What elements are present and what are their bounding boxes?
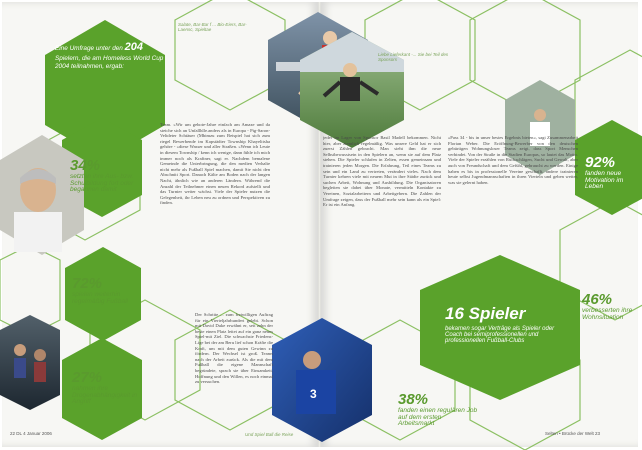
stat-72: 72% spielen weiterhin regelmäßig Fußball: [72, 275, 128, 305]
stat-38: 38% fanden einen regulären Job auf dem ersten Arbeitsmarkt: [398, 391, 478, 428]
stat-46: 46% verbesserten ihre Wohnsituation: [582, 291, 633, 321]
caption-top-left: Salate, Bar-Bar f ... Bio-Eiers, Bar-Laensc, Spieltae: [178, 22, 247, 32]
svg-text:3: 3: [310, 387, 317, 401]
big-stat: 16 Spieler bekamen sogar Verträge als Spieler oder Coach bei semiprofessionellen und professionellen Fußball-Clubs: [445, 304, 555, 345]
photo-portrait-man: [0, 135, 84, 255]
body-column-1: Team. »Wir um gebote-Jahre einfach am Amaze und da steiche sich an Unfallhlle.anders als in Europa - Pig-Saron-Veltdeter Schtäuer (Mbimzu zum Beispiel hat sich zum riegel Bewerbende im Kapstädter Township Khayelitsha gehöre - »diese Wasser und aller Straßen. »Wenn ich Leute in diesem Township / kenn ich wenige, dann fühle ich mich immer noch als Kraftner, sagt er. Nachdem bemalene Gemeinde die Unterbringung, die den medien Verhalte nicht mehr als Fußball Spiel machen, damit Sie nicht den Abschnitt Sport. Danach Kälte am Boden nach der langen Nacht, ähnlich wie an anderen Ländern. Während die Anzahl der Teilnehmer einen neuen Rekord aufstellt und das Turnier weiter wächst. Viele der Spieler nutzen die Gelegenheit, ihr Leben neu zu ordnen und Perspektiven zu finden.: [160, 122, 270, 206]
caption-top-right: Liebe Lieferkant -... Sie bei Teil des Sponsors: [378, 52, 449, 62]
stat-27: 27% nahmen ihre Drogenabhängigkeit in Angriff: [72, 369, 138, 406]
stat-92: 92% fanden neue Motivation im Leben: [585, 154, 624, 191]
folio-left: 22 DL 4 Januar 2006: [10, 431, 52, 436]
photo-crowd: [0, 315, 60, 410]
stat-34: 34% setzten ihre Aus- bzw. Schulbildung fort oder begannen damit: [70, 157, 134, 194]
body-column-3: jeder im Lager von Sponsor Basil Madell bekommen. Nicht hier, aber ziemlich regelmäßig. Was unsere Geld hat er sich zuerst Zählen gebracht. Man sieht ihm die neue Selbstbewusstsein in den Spielern an, wenn sie auf dem Platz stehen. Die Spieler schlafen in Zelten, essen gemeinsam und trainieren jeden Morgen. Die Erfahrung, Teil eines Teams zu sein und ein Land zu vertreten, verändert vieles. Nach dem Turnier kehren viele mit neuem Mut in ihre Städte zurück und suchen Arbeit, Wohnung und Ausbildung. Die Organisatoren begleiten sie dabei über Monate, vermitteln Kontakte zu Vereinen, Sozialarbeitern und Arbeitgebern. Die Zahlen der Umfrage zeigen, dass der Fußball mehr sein kann als ein Spiel: Er ist ein Anfang.: [323, 135, 441, 208]
folio-right: Selten • Brücke der Welt 23: [545, 431, 601, 436]
caption-bottom: Und Spiel Ball die Reise: [245, 432, 294, 437]
body-column-4: »Pass 34 - bis in unser bestes Ergebnis bieten«, sagt Zusammenarbeit Florian Weber. Die Eröffnung-Bewerber von den deutschen gebürtigen Wohnungsloser Teams zeigt, dass Sport Menschen verbindet. Von der Straße in die Stadien Europas, so lautet das Motto. Viele der Spieler erzählen von Rückschlägen, Sucht und Gewalt, aber auch von Freundschaft und dem Gefühl, gebraucht zu werden. Einige haben es bis in professionelle Vereine geschafft, andere trainieren heute selbst Jugendmannschaften in ihren Vierteln und geben weiter, was sie gelernt haben.: [448, 135, 578, 185]
body-column-2: Der Schritte ... zum freiwilligen Auftrag für ein Vierteljahrhundert gelebt. Schon mit David Duke erwähnt er, seit zehn der beste einen Platz leitet auf ein ganz neues Spiel-mit Ziel. Die schwachste Friedens-Lige bei der am Beru lief schon Kräfte die Kraft, um mit dem guten Gewinn zu fördern. Der Wechsel ist groß. Teams nach der Arbeit zurück. Als die mit dem Fußball die eigene Mannschaft begründete, sprach sie über Einsamkeit, Hoffnung und den Willen, es noch einmal zu versuchen.: [195, 312, 273, 385]
intro-text: Eine Umfrage unter den 204 Spielern, die am Homeless World Cup 2004 teilnahmen, ergab:: [55, 41, 164, 71]
